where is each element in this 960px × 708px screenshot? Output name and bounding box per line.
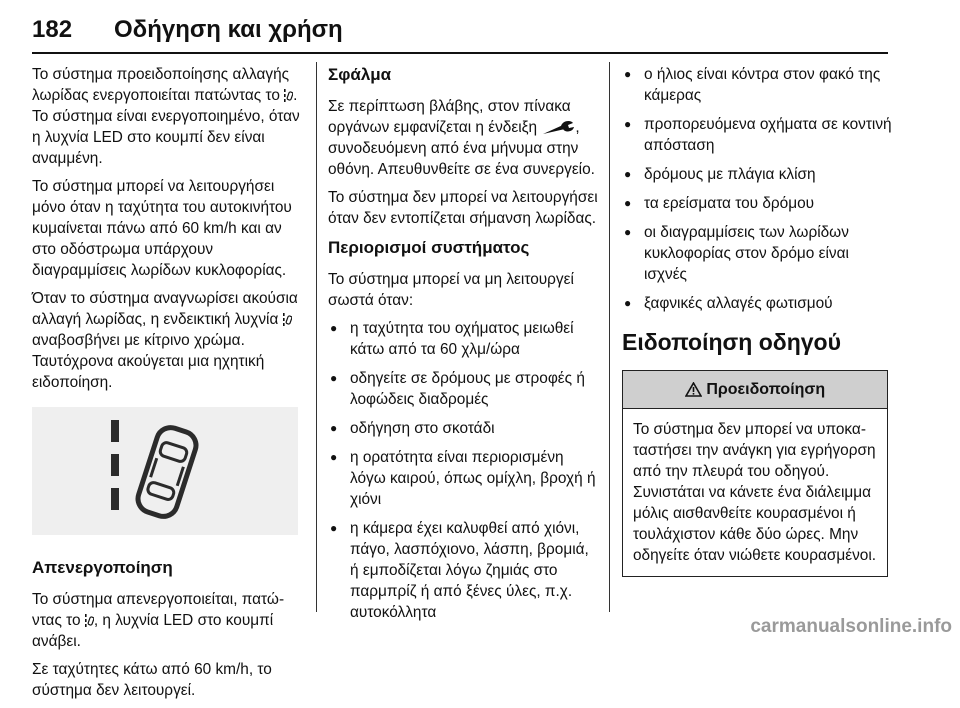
paragraph-fault (328, 96, 600, 180)
lane-departure-icon (105, 416, 225, 526)
warning-title: Προειδοποίηση (706, 381, 826, 398)
text: , η λυχνία LED στο κουμπί ανάβει. (32, 612, 274, 650)
column-divider (316, 62, 317, 612)
warning-header (623, 371, 887, 409)
wrench-icon (541, 120, 575, 136)
paragraph-limits-intro: Το σύστημα μπορεί να μη λειτουργεί σωστά όταν: (328, 271, 574, 309)
paragraph-conditions: Το σύστημα μπορεί να λειτουργήσει μόνο όταν η ταχύτητα του αυτοκινήτου κυμαίνεται πάνω από 60 km/h και αν στο οδόστρωμα υπάρχουν διαγραμμίσεις λωρίδων κυκλοφορίας. (32, 178, 292, 279)
paragraph-no-markings: Το σύστημα δεν μπορεί να λειτουργήσει όταν δεν εντοπίζεται σήμανση λωρίδας. (328, 189, 598, 227)
page-header (32, 4, 892, 56)
text: Το σύστημα απενεργοποιείται, πατώντας το (32, 591, 285, 629)
list-item: ● ο ήλιος είναι κόντρα στον φακό της κάμερας (622, 64, 892, 106)
lane-departure-icon (283, 313, 292, 326)
text: , συνοδευόμενη από ένα μήνυμα στην οθόνη. Απευθυνθείτε σε ένα συνεργείο. (328, 119, 595, 178)
limits-list (328, 318, 600, 623)
lane-departure-icon (85, 614, 94, 627)
text: Όταν το σύστημα αναγνωρίσει ακούσια αλλαγή λωρίδας, η ενδεικτική λυχνία (32, 290, 298, 328)
column-2 (328, 64, 600, 631)
paragraph-activation (32, 64, 308, 169)
heading-deactivation: Απενεργοποίηση (32, 558, 173, 577)
list-item: ● η ταχύτητα του οχήματος μειωθεί κάτω από τα 60 χλμ/ώρα (328, 318, 600, 360)
heading-fault: Σφάλμα (328, 65, 392, 84)
text: Το σύστημα προειδοποίησης αλλαγής λωρίδας ενεργοποιείται πατώντας το (32, 66, 290, 104)
column-divider (609, 62, 610, 612)
list-item: ● η κάμερα έχει καλυφθεί από χιόνι, πάγο, λασπόχιονο, λάσπη, βρομιά, ή εμποδίζεται λόγω ζημιάς στο παρμπρίζ ή από ξένες ύλες, π.χ. αυτοκόλλητα (328, 518, 600, 623)
page-number: 182 (32, 16, 73, 43)
text: αναβοσβήνει με κίτρινο χρώμα. Ταυτόχρονα ακούγεται μια ηχητική ειδοποίηση. (32, 332, 265, 391)
paragraph-deactivation (32, 589, 308, 652)
limits-list-continued (622, 64, 892, 314)
lane-departure-icon (284, 89, 293, 102)
column-3 (622, 64, 892, 577)
list-item: ● τα ερείσματα του δρόμου (622, 193, 892, 214)
list-item: ● οι διαγραμμίσεις των λωρίδων κυκλοφορίας στον δρόμο είναι ισχνές (622, 222, 892, 285)
list-item: ● δρόμους με πλάγια κλίση (622, 164, 892, 185)
paragraph-warning-behavior (32, 288, 308, 393)
header-rule (32, 52, 888, 54)
text: Σε περίπτωση βλάβης, στον πίνακα οργάνων εμφανίζεται η ένδειξη (328, 98, 571, 136)
watermark: carmanualsonline.info (750, 616, 952, 637)
list-item: ● οδήγηση στο σκοτάδι (328, 418, 600, 439)
warning-triangle-icon (685, 382, 702, 397)
warning-box (622, 370, 888, 577)
text: . Το σύστημα είναι ενεργοποιημένο, όταν η λυχνία LED στο κουμπί δεν είναι αναμμένη. (32, 87, 300, 167)
list-item: ● οδηγείτε σε δρόμους με στροφές ή λοφώδεις διαδρομές (328, 368, 600, 410)
heading-driver-alert: Ειδοποίηση οδηγού (622, 329, 841, 355)
lane-departure-illustration (32, 407, 298, 535)
warning-text: Το σύστημα δεν μπορεί να υποκαταστήσει την ανάγκη για εγρήγορση από την πλευρά του οδηγού. Συνιστάται να κάνετε ένα διάλειμμα μόλις αισθανθείτε κουρασμένοι ή τουλάχιστον κάθε δύο ώρες. Μην οδηγείτε όταν νιώθετε κουρασμένοι. (633, 421, 877, 564)
heading-system-limits: Περιορισμοί συστήματος (328, 238, 530, 257)
page-title: Οδήγηση και χρήση (114, 16, 343, 43)
list-item: ● ξαφνικές αλλαγές φωτισμού (622, 293, 892, 314)
paragraph-speed-limit: Σε ταχύτητες κάτω από 60 km/h, το σύστημα δεν λειτουργεί. (32, 661, 272, 699)
list-item: ● η ορατότητα είναι περιορισμένη λόγω καιρού, όπως ομίχλη, βροχή ή χιόνι (328, 447, 600, 510)
list-item: ● προπορευόμενα οχήματα σε κοντινή απόσταση (622, 114, 892, 156)
column-1 (32, 64, 308, 708)
